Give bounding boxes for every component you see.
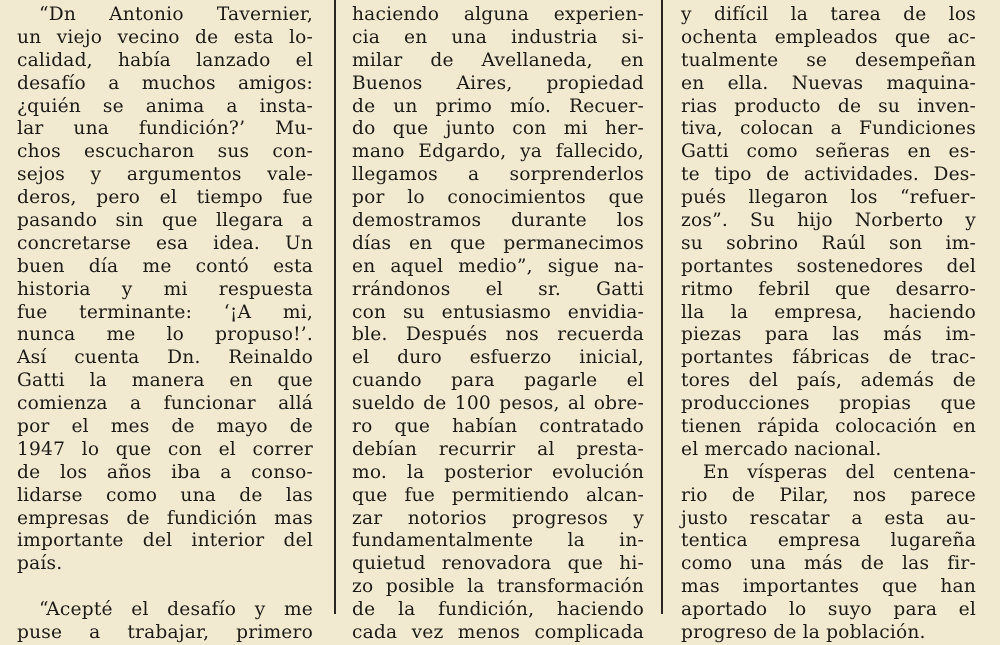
article-column-3 bbox=[681, 4, 976, 645]
text-line: deros, pero el tiempo fue bbox=[17, 187, 313, 209]
text-line: cada vez menos complicada bbox=[352, 622, 644, 644]
text-line: 1947 lo que con el correr bbox=[17, 438, 313, 460]
text-line: y difícil la tarea de los bbox=[681, 4, 976, 25]
text-line: el mercado nacional. bbox=[681, 438, 882, 460]
text-line: fue terminante: ‘¡A mi, bbox=[17, 301, 313, 323]
text-line: Gatti como señeras en es- bbox=[681, 141, 976, 163]
text-line: rrándonos el sr. Gatti bbox=[352, 278, 644, 300]
text-line: milar de Avellaneda, en bbox=[352, 49, 644, 71]
text-line: días en que permanecimos bbox=[352, 232, 644, 254]
text-line: buen día me contó esta bbox=[17, 255, 313, 277]
text-line: en aquel medio”, sigue na- bbox=[352, 255, 644, 277]
text-line: nunca me lo propuso!’. bbox=[17, 324, 313, 346]
text-line: sejos y argumentos vale- bbox=[17, 164, 313, 186]
text-line: “Acepté el desafío y me bbox=[39, 599, 313, 621]
text-line: chos escucharon sus con- bbox=[17, 141, 313, 163]
text-line: tienen rápida colocación en bbox=[681, 416, 976, 438]
text-line: concretarse esa idea. Un bbox=[17, 232, 313, 254]
text-line: que fue permitiendo alcan- bbox=[352, 484, 644, 506]
text-line: de un primo mío. Recuer- bbox=[352, 95, 644, 117]
text-line: zo posible la transformación bbox=[352, 576, 644, 598]
text-line: tualmente se desempeñan bbox=[681, 49, 976, 71]
text-line: “Dn Antonio Tavernier, bbox=[39, 4, 313, 25]
text-line: sueldo de 100 pesos, al obre- bbox=[352, 393, 644, 415]
text-line: lla la empresa, haciendo bbox=[681, 301, 976, 323]
column-divider bbox=[661, 0, 663, 614]
text-line: cia en una industria si- bbox=[352, 26, 644, 48]
text-line: aportado lo suyo para el bbox=[681, 599, 976, 621]
text-line: do que junto con mi her- bbox=[352, 118, 644, 140]
text-line: historia y mi respuesta bbox=[17, 278, 313, 300]
text-line: ble. Después nos recuerda bbox=[352, 324, 644, 346]
text-line: lidarse como una de las bbox=[17, 484, 313, 506]
text-line: quietud renovadora que hi- bbox=[352, 553, 644, 575]
text-line: con su entusiasmo envidia- bbox=[352, 301, 644, 323]
text-line: zar notorios progresos y bbox=[352, 507, 644, 529]
text-line: cuando para pagarle el bbox=[352, 370, 644, 392]
text-line: llegamos a sorprenderlos bbox=[352, 164, 644, 186]
text-line bbox=[17, 576, 313, 599]
text-line: pasando sin que llegara a bbox=[17, 210, 313, 232]
text-line: mo. la posterior evolución bbox=[352, 461, 644, 483]
text-line: te tipo de actividades. Des- bbox=[681, 164, 976, 186]
text-line: tentica empresa lugareña bbox=[681, 530, 976, 552]
column-divider bbox=[334, 0, 336, 614]
text-line: importante del interior del bbox=[17, 530, 313, 552]
text-line: empresas de fundición mas bbox=[17, 507, 313, 529]
text-line: rio de Pilar, nos parece bbox=[681, 484, 976, 506]
text-line: demostramos durante los bbox=[352, 210, 644, 232]
text-line: debían recurrir al presta- bbox=[352, 438, 644, 460]
text-line: el duro esfuerzo inicial, bbox=[352, 347, 644, 369]
text-line: fundamentalmente la in- bbox=[352, 530, 644, 552]
text-line: pués llegaron los “refuer- bbox=[681, 187, 976, 209]
text-line: portantes fábricas de trac- bbox=[681, 347, 976, 369]
article-column-2 bbox=[352, 4, 644, 645]
article-column-1 bbox=[17, 4, 313, 645]
text-line: comienza a funcionar allá bbox=[17, 393, 313, 415]
text-line: Buenos Aires, propiedad bbox=[352, 72, 644, 94]
text-line: lar una fundición?’ Mu- bbox=[17, 118, 313, 140]
text-line: mano Edgardo, ya fallecido, bbox=[352, 141, 644, 163]
text-line: tores del país, además de bbox=[681, 370, 976, 392]
text-line: progreso de la población. bbox=[681, 622, 926, 644]
text-line: ro que habían contratado bbox=[352, 416, 644, 438]
text-line: calidad, había lanzado el bbox=[17, 49, 313, 71]
text-line: un viejo vecino de esta lo- bbox=[17, 26, 313, 48]
text-line: ritmo febril que desarro- bbox=[681, 278, 976, 300]
text-line: tiva, colocan a Fundiciones bbox=[681, 118, 976, 140]
text-line: producciones propias que bbox=[681, 393, 976, 415]
text-line: rias producto de su inven- bbox=[681, 95, 976, 117]
text-line: En vísperas del centena- bbox=[703, 461, 976, 483]
text-line: mas importantes que han bbox=[681, 576, 976, 598]
text-line: de la fundición, haciendo bbox=[352, 599, 644, 621]
text-line: por lo conocimientos que bbox=[352, 187, 644, 209]
text-line: su sobrino Raúl son im- bbox=[681, 232, 976, 254]
text-line: ¿quién se anima a insta- bbox=[17, 95, 313, 117]
text-line: como una más de las fir- bbox=[681, 553, 976, 575]
text-line: de los años iba a conso- bbox=[17, 461, 313, 483]
text-line: Gatti la manera en que bbox=[17, 370, 313, 392]
text-line: por el mes de mayo de bbox=[17, 416, 313, 438]
text-line: desafío a muchos amigos: bbox=[17, 72, 313, 94]
text-line: Así cuenta Dn. Reinaldo bbox=[17, 347, 313, 369]
text-line: en ella. Nuevas maquina- bbox=[681, 72, 976, 94]
text-line: puse a trabajar, primero bbox=[17, 622, 313, 644]
text-line: país. bbox=[17, 553, 63, 575]
text-line: portantes sostenedores del bbox=[681, 255, 976, 277]
text-line: justo rescatar a esta au- bbox=[681, 507, 976, 529]
text-line: piezas para las más im- bbox=[681, 324, 976, 346]
text-line: haciendo alguna experien- bbox=[352, 4, 644, 25]
text-line: zos”. Su hijo Norberto y bbox=[681, 210, 976, 232]
text-line: ochenta empleados que ac- bbox=[681, 26, 976, 48]
